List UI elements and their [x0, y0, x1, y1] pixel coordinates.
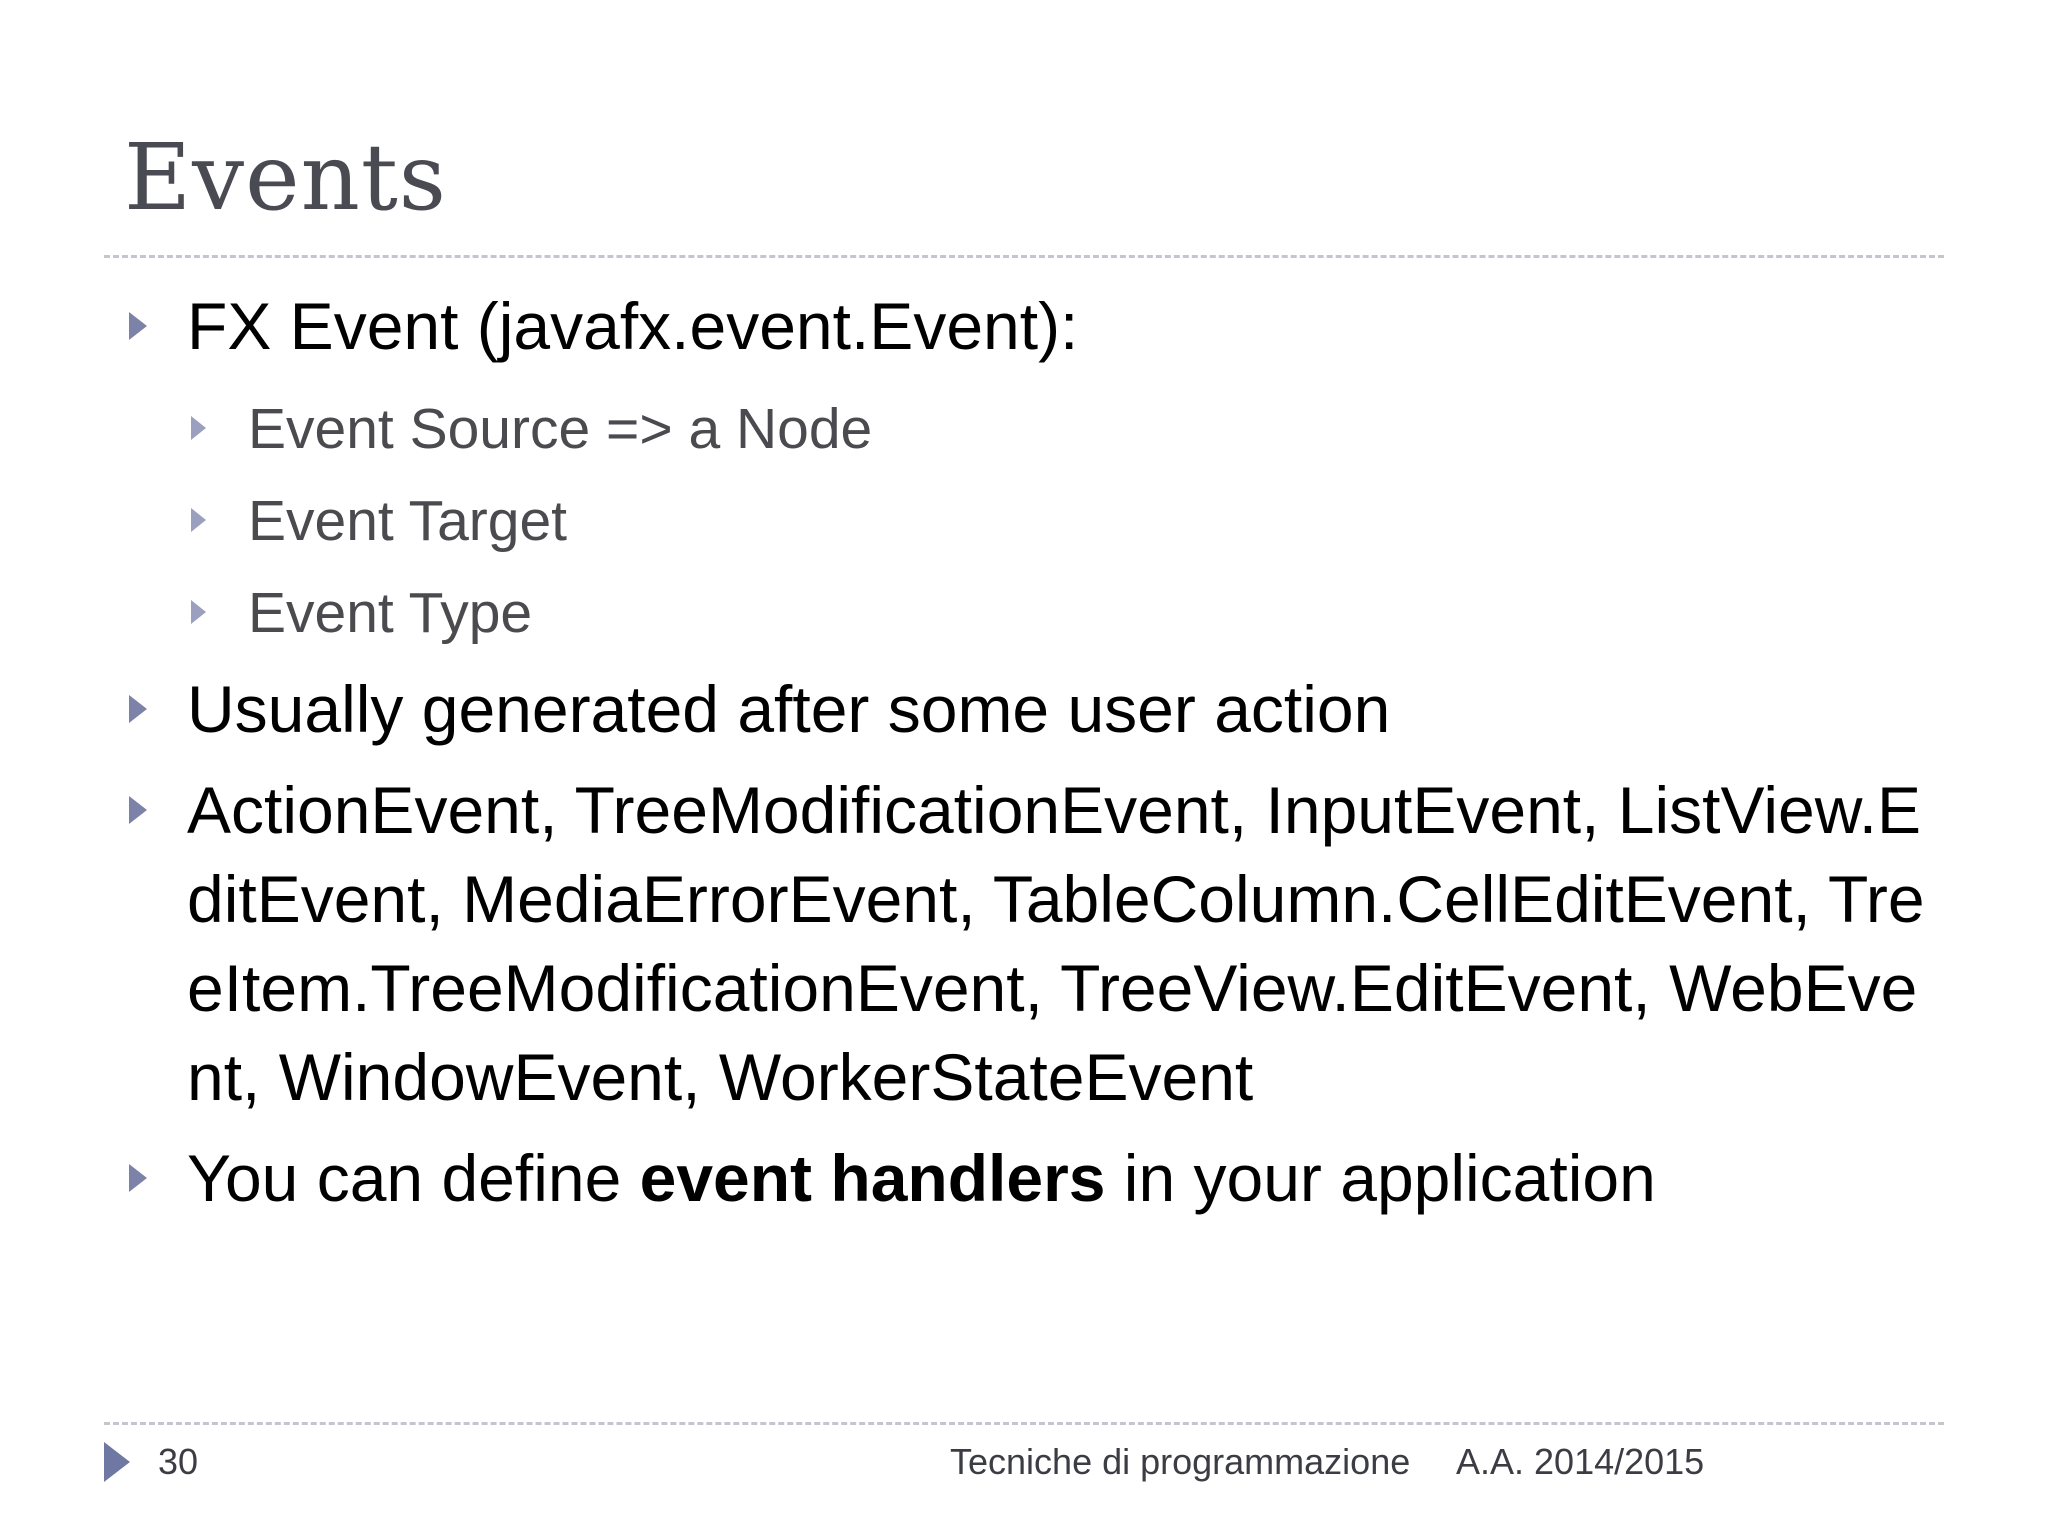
bullet-arrow-icon — [129, 796, 147, 824]
bullet-user-action — [124, 665, 1954, 754]
slide-content — [124, 282, 1954, 1235]
sub-bullet-arrow-icon — [191, 600, 206, 624]
title-divider — [104, 255, 1944, 258]
bullet-arrow-icon — [129, 1164, 147, 1192]
bullet-event-handlers — [124, 1134, 1954, 1223]
bullet-text: FX Event (javafx.event.Event): — [187, 289, 1079, 363]
bullet-fx-event — [124, 282, 1954, 371]
course-name: Tecniche di programmazione — [950, 1441, 1411, 1482]
bullet-text-bold: event handlers — [639, 1141, 1106, 1215]
bullet-event-types — [124, 766, 1954, 1122]
bullet-text: Usually generated after some user action — [187, 672, 1391, 746]
footer-triangle-icon — [104, 1442, 130, 1482]
bullet-text-before: You can define — [187, 1141, 640, 1215]
bullet-arrow-icon — [129, 312, 147, 340]
sub-bullet-arrow-icon — [191, 416, 206, 440]
bullet-text-after: in your application — [1105, 1141, 1656, 1215]
sub-bullet-arrow-icon — [191, 508, 206, 532]
sub-bullet-event-source — [124, 383, 1954, 475]
sub-bullet-event-type — [124, 567, 1954, 659]
sub-bullet-text: Event Source => a Node — [248, 397, 873, 461]
bullet-text: ActionEvent, TreeModificationEvent, InputEvent, ListView.EditEvent, MediaErrorEvent, TableColumn.CellEditEvent, TreeItem.TreeModificationEvent, TreeView.EditEvent, WebEvent, WindowEvent, WorkerStateEvent — [187, 773, 1925, 1114]
bullet-arrow-icon — [129, 695, 147, 723]
slide-title: Events — [124, 124, 448, 231]
page-number: 30 — [158, 1441, 199, 1482]
footer-divider — [104, 1422, 1944, 1425]
academic-year: A.A. 2014/2015 — [1456, 1441, 1705, 1482]
sub-bullet-text: Event Type — [248, 581, 533, 645]
sub-bullet-event-target — [124, 475, 1954, 567]
sub-bullet-text: Event Target — [248, 489, 567, 553]
sub-bullet-list — [124, 383, 1954, 659]
